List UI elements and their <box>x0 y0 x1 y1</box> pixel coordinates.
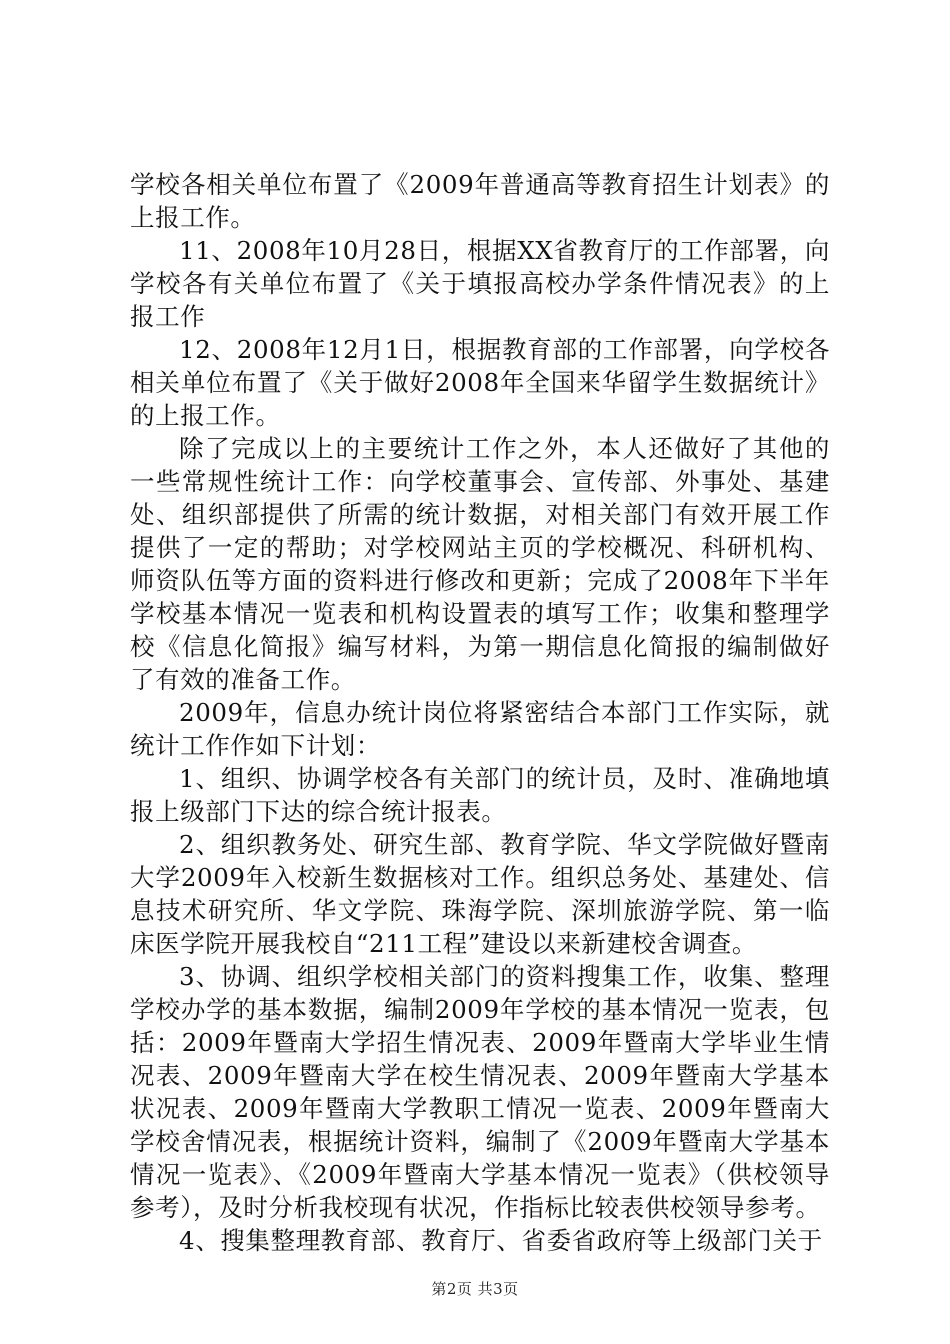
paragraph-plan-3: 3、协调、组织学校相关部门的资料搜集工作，收集、整理学校办学的基本数据，编制2009年学校的基本情况一览表，包括：2009年暨南大学招生情况表、2009年暨南大学毕业生情况表、2009年暨南大学在校生情况表、2009年暨南大学基本状况表、2009年暨南大学教职工情况一览表、2009年暨南大学校舍情况表，根据统计资料，编制了《2009年暨南大学基本情况一览表》、《2009年暨南大学基本情况一览表》（供校领导参考），及时分析我校现有状况，作指标比较表供校领导参考。 <box>130 962 830 1222</box>
paragraph-plan-2: 2、组织教务处、研究生部、教育学院、华文学院做好暨南大学2009年入校新生数据核对工作。组织总务处、基建处、信息技术研究所、华文学院、珠海学院、深圳旅游学院、第一临床医学院开展我校自“211工程”建设以来新建校舍调查。 <box>130 830 830 958</box>
paragraph-item-11: 11、2008年10月28日，根据XX省教育厅的工作部署，向学校各有关单位布置了《关于填报高校办学条件情况表》的上报工作 <box>130 236 830 331</box>
document-body <box>130 168 830 1257</box>
paragraph-other-work: 除了完成以上的主要统计工作之外，本人还做好了其他的一些常规性统计工作：向学校董事会、宣传部、外事处、基建处、组织部提供了所需的统计数据，对相关部门有效开展工作提供了一定的帮助；对学校网站主页的学校概况、科研机构、师资队伍等方面的资料进行修改和更新；完成了2008年下半年学校基本情况一览表和机构设置表的填写工作；收集和整理学校《信息化简报》编写材料，为第一期信息化简报的编制做好了有效的准备工作。 <box>130 434 830 694</box>
page-number-footer: 第2页 共3页 <box>431 1280 519 1298</box>
paragraph-plan-intro: 2009年，信息办统计岗位将紧密结合本部门工作实际，就统计工作作如下计划： <box>130 698 830 760</box>
paragraph-plan-1: 1、组织、协调学校各有关部门的统计员，及时、准确地填报上级部门下达的综合统计报表。 <box>130 764 830 826</box>
paragraph-continuation: 学校各相关单位布置了《2009年普通高等教育招生计划表》的上报工作。 <box>130 170 830 232</box>
paragraph-plan-4: 4、搜集整理教育部、教育厅、省委省政府等上级部门关于 <box>179 1226 823 1255</box>
paragraph-item-12: 12、2008年12月1日，根据教育部的工作部署，向学校各相关单位布置了《关于做好2008年全国来华留学生数据统计》的上报工作。 <box>130 335 830 430</box>
